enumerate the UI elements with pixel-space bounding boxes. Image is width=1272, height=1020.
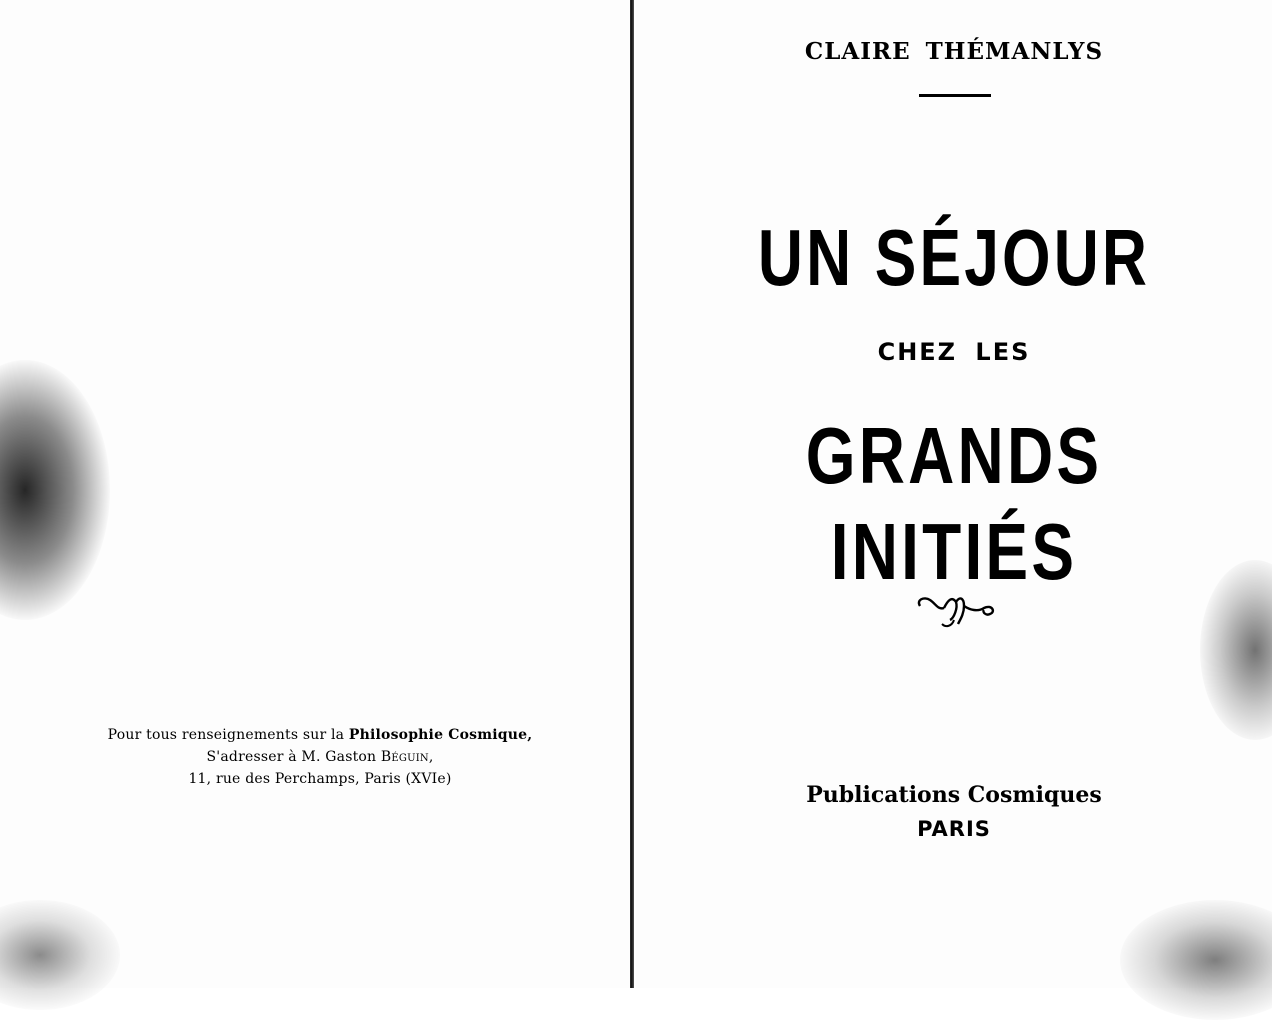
title-line-2: CHEZ LES (877, 338, 1031, 366)
publisher-name: Publications Cosmiques (806, 782, 1102, 808)
author-name: CLAIRE THÉMANLYS (804, 38, 1104, 65)
notice-contact-name: Béguin, (380, 749, 434, 765)
title-line-3: GRANDS INITIÉS (805, 411, 1103, 596)
publisher-notice (60, 724, 580, 790)
publisher-city: PARIS (917, 817, 991, 841)
notice-line-1 (60, 724, 580, 746)
title-line-1: UN SÉJOUR (757, 213, 1151, 302)
notice-line-2-text: S'adresser à M. Gaston (206, 749, 381, 765)
publisher-block (636, 778, 1272, 846)
notice-line-3: 11, rue des Perchamps, Paris (XVIe) (188, 771, 452, 787)
ornament-icon (914, 590, 998, 630)
notice-line-1-text: Pour tous renseignements sur la (107, 727, 349, 743)
notice-philosophy-name: Philosophie Cosmique, (348, 727, 533, 743)
notice-line-2 (60, 746, 580, 768)
book-gutter (630, 0, 634, 988)
title-rule (919, 94, 991, 97)
left-page (0, 0, 632, 988)
